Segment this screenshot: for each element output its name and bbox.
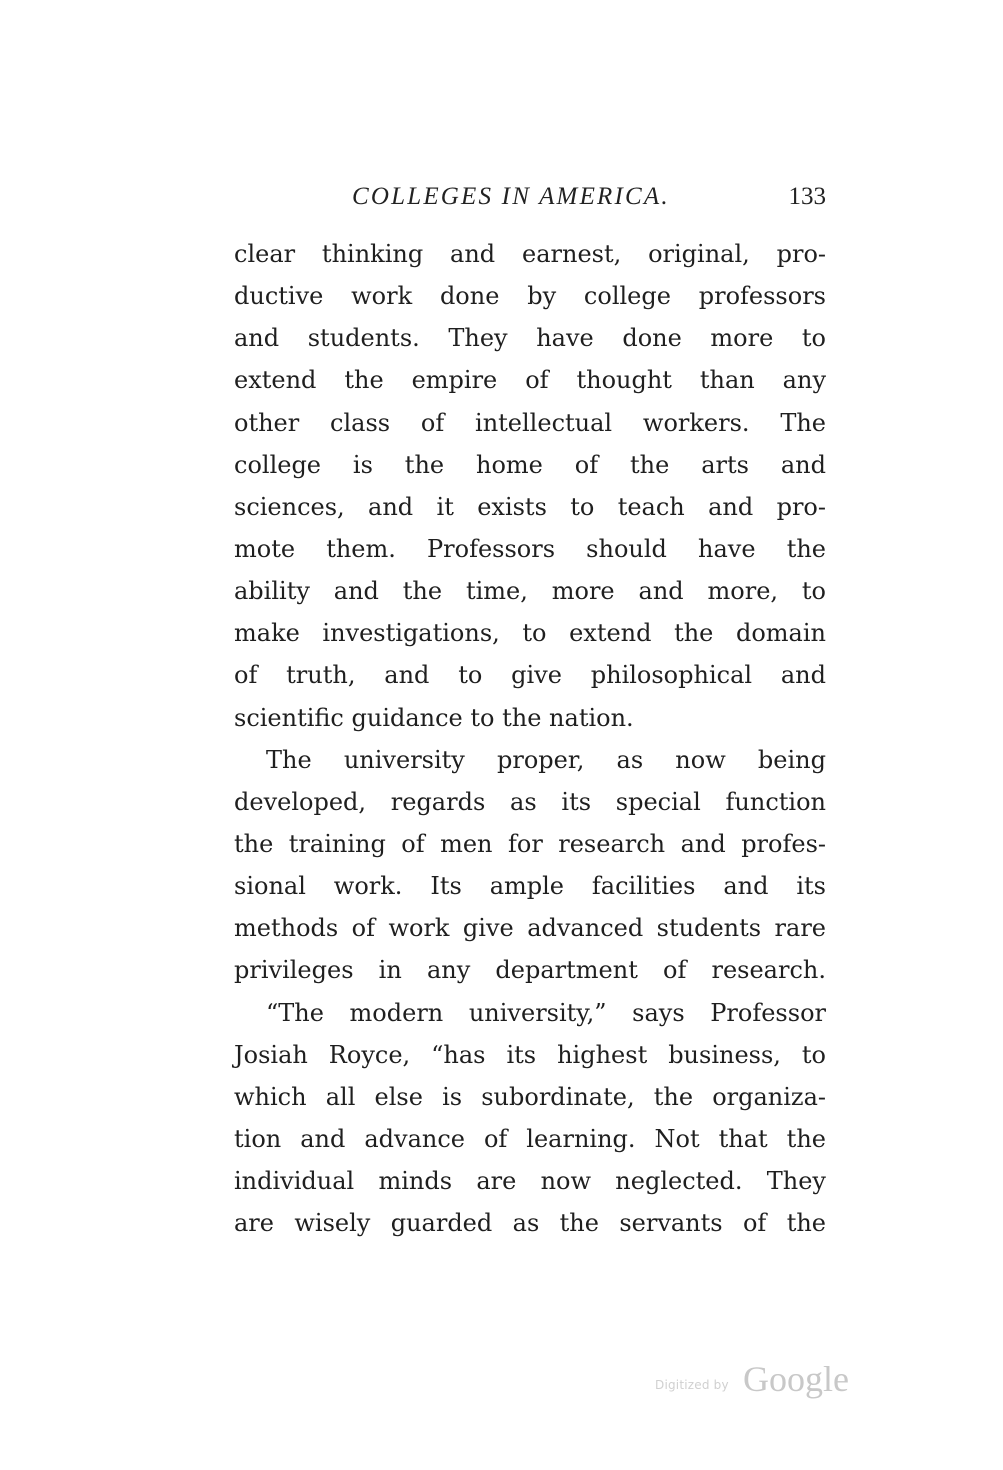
chapter-title: COLLEGES IN AMERICA. bbox=[352, 183, 670, 210]
text-line: mote them. Professors should have the bbox=[234, 534, 826, 563]
text-line: college is the home of the arts and bbox=[234, 450, 826, 479]
watermark-brand-logo: Google bbox=[743, 1359, 849, 1399]
text-line: individual minds are now neglected. They bbox=[234, 1167, 826, 1196]
text-line: and students. They have done more to bbox=[234, 324, 826, 353]
text-line: tion and advance of learning. Not that the bbox=[234, 1124, 826, 1153]
text-line: which all else is subordinate, the organiza- bbox=[234, 1082, 826, 1111]
text-line: other class of intellectual workers. The bbox=[234, 408, 826, 437]
paragraph-start-line: “The modern university,” says Professor bbox=[266, 998, 826, 1027]
text-line: of truth, and to give philosophical and bbox=[234, 661, 826, 690]
running-head bbox=[352, 178, 826, 218]
text-line: extend the empire of thought than any bbox=[234, 366, 826, 395]
text-line: methods of work give advanced students rare bbox=[234, 914, 826, 943]
text-line: sional work. Its ample facilities and its bbox=[234, 872, 826, 901]
text-line: clear thinking and earnest, original, pro- bbox=[234, 240, 826, 268]
paragraph-start-line: The university proper, as now being bbox=[266, 745, 826, 774]
watermark-prefix: Digitized by bbox=[655, 1378, 729, 1392]
text-line: developed, regards as its special function bbox=[234, 787, 826, 816]
text-line: sciences, and it exists to teach and pro- bbox=[234, 492, 826, 521]
text-line: are wisely guarded as the servants of the bbox=[234, 1209, 826, 1238]
paragraph-end-line: scientific guidance to the nation. bbox=[234, 703, 634, 732]
text-line: ability and the time, more and more, to bbox=[234, 577, 826, 606]
body-text bbox=[234, 233, 826, 1244]
text-line: ductive work done by college professors bbox=[234, 282, 826, 311]
digitized-watermark bbox=[655, 1358, 865, 1408]
text-line: Josiah Royce, “has its highest business, to bbox=[234, 1040, 826, 1069]
page-number: 133 bbox=[788, 183, 826, 210]
paragraph-end-line: privileges in any department of research. bbox=[234, 956, 826, 985]
text-line: make investigations, to extend the domain bbox=[234, 619, 826, 648]
text-line: the training of men for research and profes- bbox=[234, 829, 826, 858]
